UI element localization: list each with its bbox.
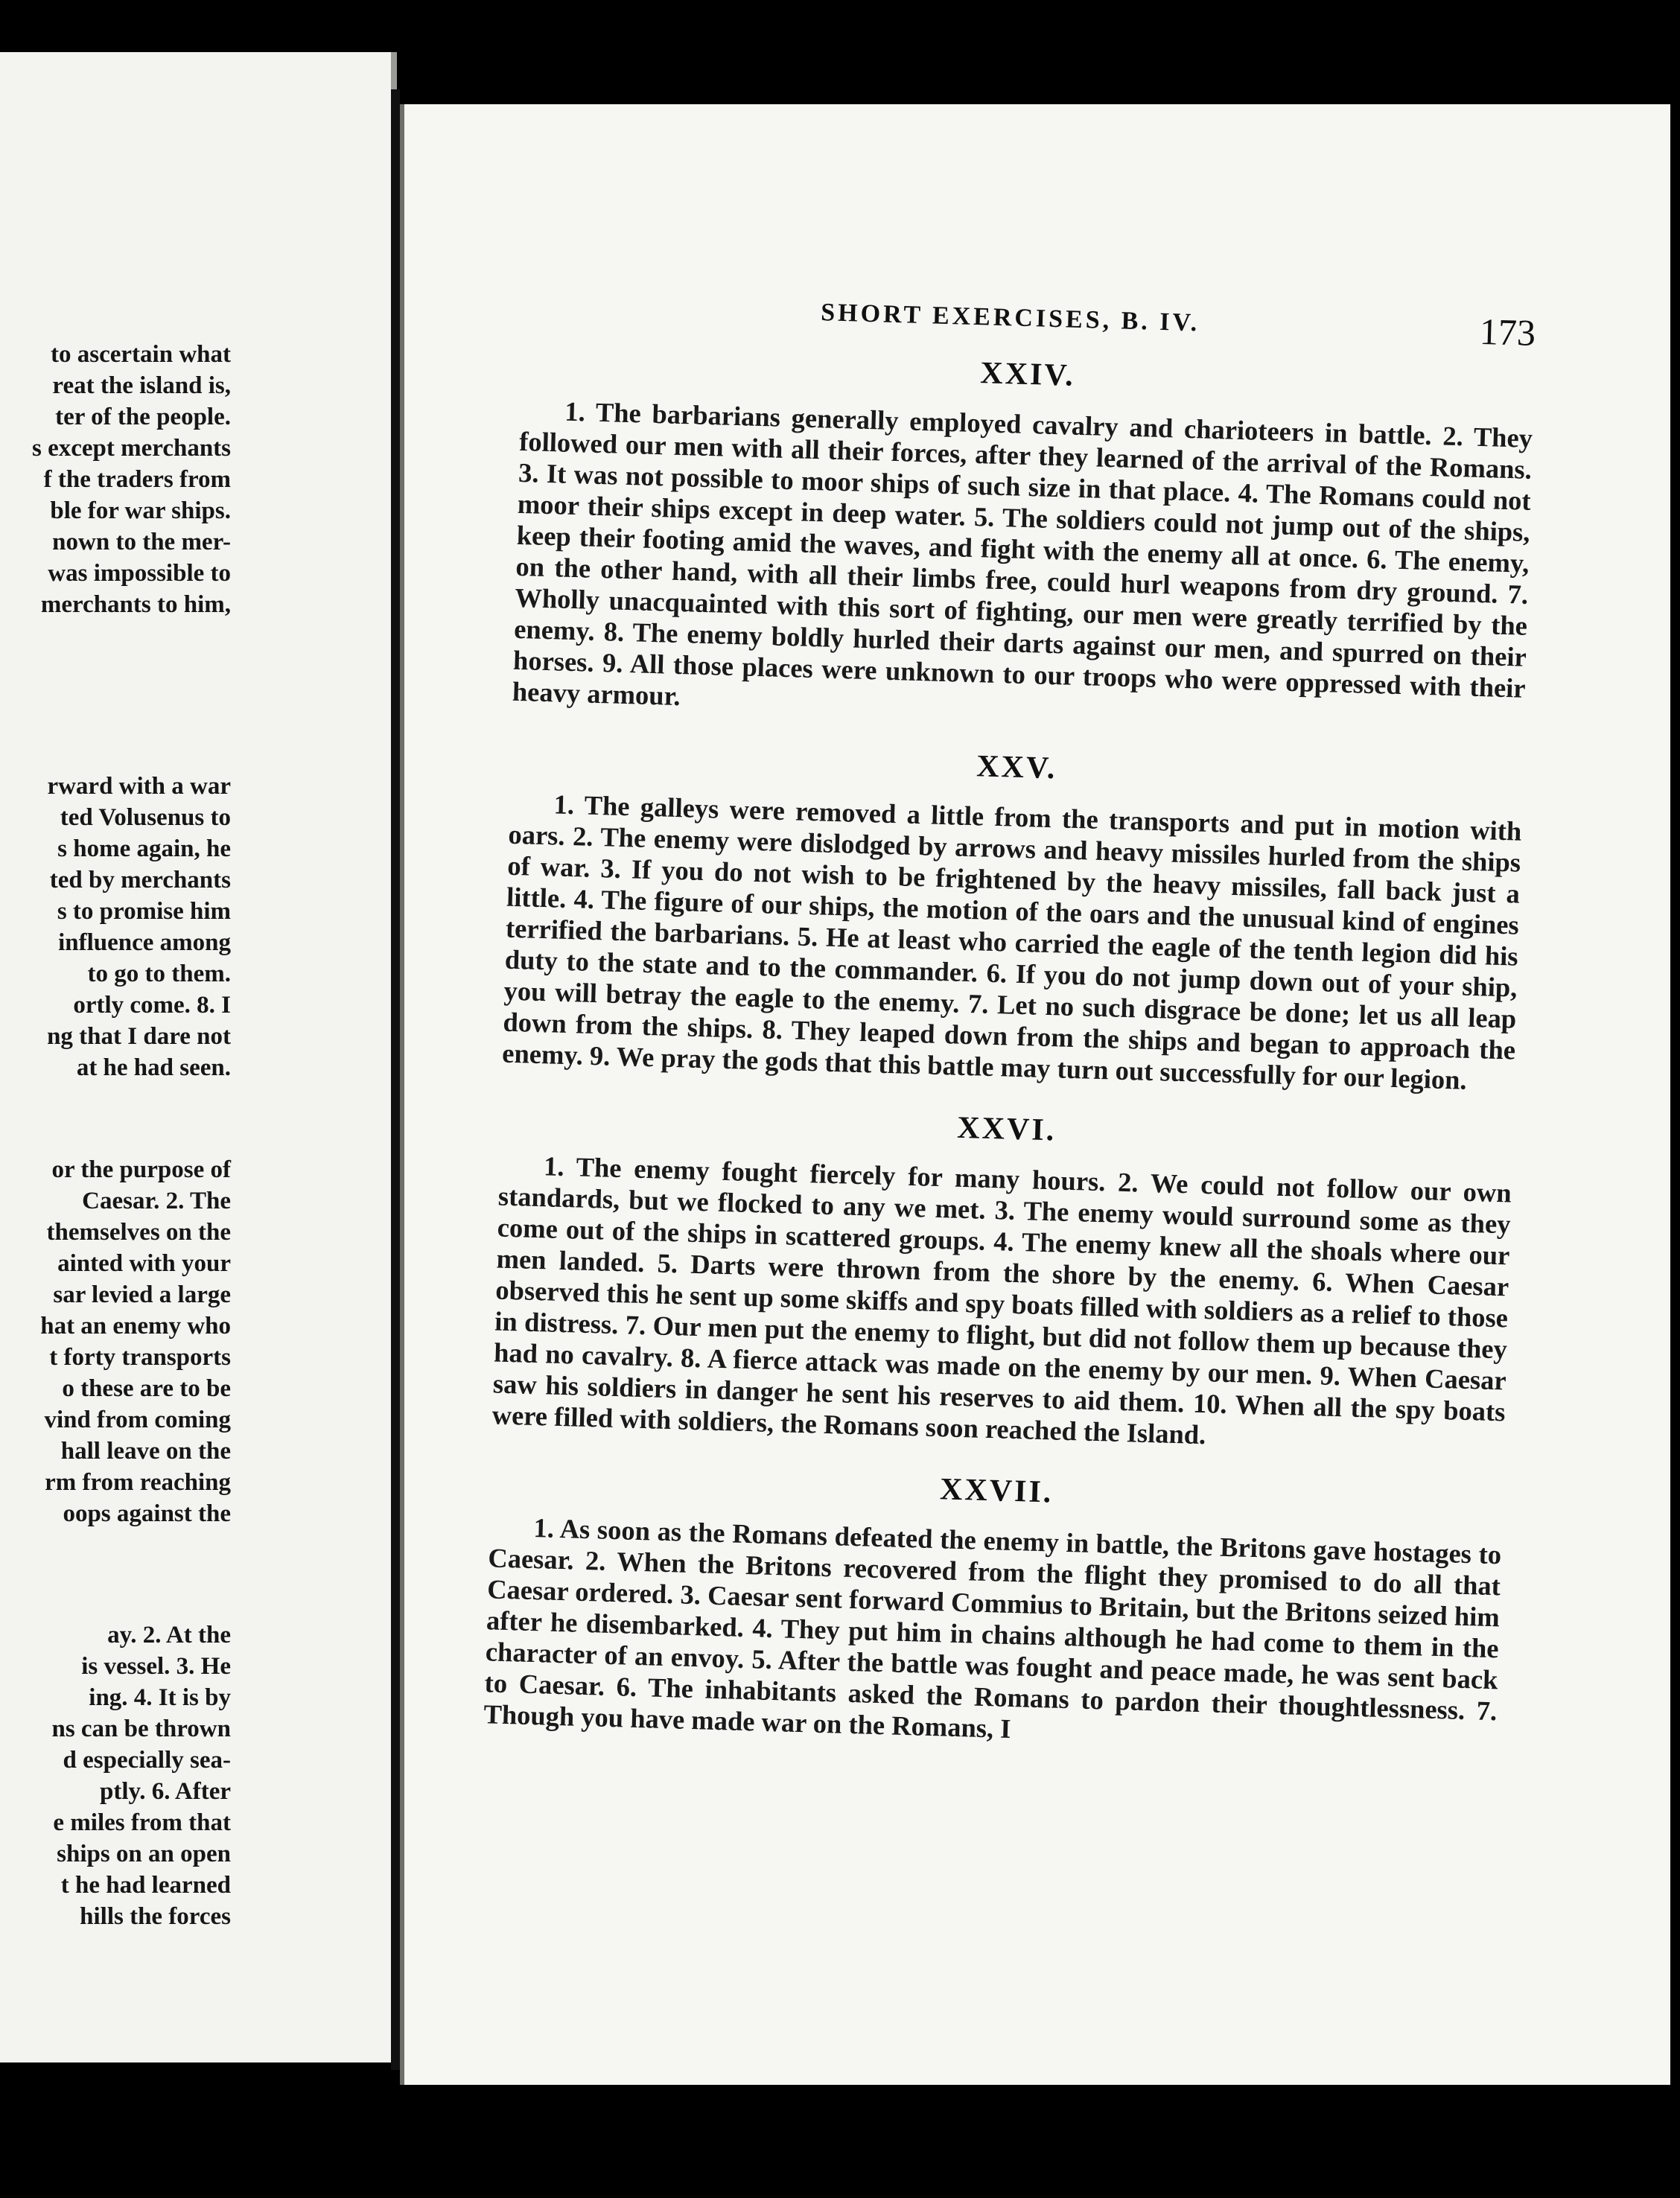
section-text: 1. As soon as the Romans defeated the enemy in battle, the Britons gave hostages to Caesar. 2. When the Britons recovered from the flight they promised to do all that Caesar ordered. 3. Caesar sent forward Commius to Britain, but the Britons seized him after he disembarked. 4. They put him in chains although he had come to them in the character of an envoy. 5. After the battle was fought and peace made, he was sent back to Caesar. 6. The inhabitants asked the Romans to pardon their thoughtlessness. 7. Though you have made war on the Romans, I bbox=[483, 1512, 1502, 1745]
left-page-line: vind from coming bbox=[44, 1407, 231, 1433]
exercise-section bbox=[491, 1098, 1513, 1459]
left-page-line: reat the island is, bbox=[52, 372, 231, 399]
left-page-line: themselves on the bbox=[46, 1219, 231, 1246]
left-page-line: ter of the people. bbox=[55, 404, 231, 430]
book-gutter bbox=[391, 89, 400, 2070]
left-page-line: hills the forces bbox=[80, 1903, 231, 1930]
left-page-line: to ascertain what bbox=[51, 341, 231, 368]
left-page-line: ng that I dare not bbox=[47, 1023, 231, 1050]
left-page-line: ay. 2. At the bbox=[107, 1622, 231, 1648]
left-page-line: merchants to him, bbox=[40, 591, 231, 618]
left-page-line: hat an enemy who bbox=[40, 1313, 231, 1339]
left-page-line: d especially sea- bbox=[63, 1747, 231, 1774]
left-page-line: s home again, he bbox=[57, 835, 231, 862]
left-page-line: s except merchants bbox=[32, 435, 231, 462]
left-page-line: rward with a war bbox=[47, 773, 231, 800]
left-page-line: f the traders from bbox=[43, 466, 231, 493]
page-content bbox=[483, 290, 1536, 1786]
left-page-text bbox=[0, 339, 231, 2007]
left-page-line: to go to them. bbox=[87, 961, 231, 987]
left-page-line: sar levied a large bbox=[53, 1281, 231, 1308]
left-page-line: ble for war ships. bbox=[50, 497, 231, 524]
left-page-line: rm from reaching bbox=[45, 1469, 231, 1496]
running-head: SHORT EXERCISES, B. IV. bbox=[820, 299, 1200, 337]
section-title: XXIV. bbox=[979, 356, 1076, 393]
left-page-line: ptly. 6. After bbox=[100, 1778, 231, 1805]
left-page-line: hall leave on the bbox=[60, 1438, 231, 1465]
section-text: 1. The galleys were removed a little from the transports and put in motion with oars. 2. The enemy were dislodged by arrows and heavy missiles hurled from the ships of war. 3. If you do not wish to be frightened by the heavy missiles, fall back just a little. 4. The figure of our ships, the motion of the oars and the unusual kind of engines terrified the barbarians. 5. He at least who carried the eagle of the tenth legion did his duty to the state and to the commander. 6. If you do not jump down out of your ship, you will betray the eagle to the enemy. 7. Let no such disgrace be done; let us all leap down from the ships. 8. They leaped down from the ships and began to approach the enemy. 9. We pray the gods that this battle may turn out successfully for our legion. bbox=[501, 789, 1522, 1095]
right-page bbox=[400, 104, 1670, 2085]
left-page-line: s to promise him bbox=[57, 898, 231, 925]
exercise-section bbox=[483, 1459, 1504, 1758]
left-page-line: influence among bbox=[58, 929, 231, 956]
left-page-line: ing. 4. It is by bbox=[89, 1684, 231, 1711]
section-text: 1. The enemy fought fiercely for many hours. 2. We could not follow our own standards, but we flocked to any we met. 3. The enemy would surround some as they come out of the ships in scattered groups. 4. The enemy knew all the shoals where our men landed. 5. Darts were thrown from the shore by the enemy. 6. When Caesar observed this he sent up some skiffs and spy boats filled with soldiers as a relief to those in distress. 7. Our men put the enemy to flight, but did not follow them up because they had no cavalry. 8. A fierce attack was made on the enemy by our men. 9. When Caesar saw his soldiers in danger he sent his reserves to aid them. 10. When all the spy boats were filled with soldiers, the Romans soon reached the Island. bbox=[491, 1150, 1512, 1450]
left-page-line: ns can be thrown bbox=[51, 1716, 231, 1742]
left-page-line: t he had learned bbox=[60, 1872, 231, 1899]
exercise-section bbox=[512, 343, 1534, 736]
exercise-section bbox=[502, 736, 1524, 1098]
left-page-line: e miles from that bbox=[53, 1809, 231, 1836]
section-text: 1. The barbarians generally employed cavalry and charioteers in battle. 2. They followed our men with all their forces, after they learned of the arrival of the Romans. 3. It was not possible to moor ships of such size in that place. 4. The Romans could not moor their ships except in deep water. 5. The soldiers could not jump out of the ships, keep their footing amid the waves, and fight with the enemy all at once. 6. The enemy, on the other hand, with all their limbs free, could hurl weapons from dry ground. 7. Wholly unacquainted with this sort of fighting, our men were greatly terrified by the enemy. 8. The enemy boldly hurled their darts against our men, and spurred on their horses. 9. All those places were unknown to our troops who were oppressed with their heavy armour. bbox=[512, 395, 1533, 712]
left-page-line: ted by merchants bbox=[49, 867, 231, 893]
left-page-line: t forty transports bbox=[49, 1344, 231, 1371]
left-page-line: ted Volusenus to bbox=[60, 804, 231, 831]
left-page-line: nown to the mer- bbox=[52, 529, 231, 555]
left-page-line: ships on an open bbox=[57, 1841, 231, 1867]
left-page bbox=[0, 52, 397, 2062]
section-title: XXV. bbox=[976, 749, 1058, 786]
left-page-line: was impossible to bbox=[48, 560, 231, 587]
left-page-line: Caesar. 2. The bbox=[82, 1188, 231, 1214]
left-page-line: o these are to be bbox=[62, 1375, 231, 1402]
left-page-line: at he had seen. bbox=[76, 1054, 231, 1081]
section-title: XXVII. bbox=[939, 1472, 1054, 1510]
left-page-line: is vessel. 3. He bbox=[81, 1653, 231, 1680]
left-page-line: ortly come. 8. I bbox=[73, 992, 231, 1019]
left-page-line: ainted with your bbox=[57, 1250, 231, 1277]
left-page-line: oops against the bbox=[63, 1500, 231, 1527]
page-number: 173 bbox=[1479, 310, 1536, 354]
section-title: XXVI. bbox=[956, 1110, 1057, 1148]
left-page-line: or the purpose of bbox=[51, 1156, 231, 1183]
